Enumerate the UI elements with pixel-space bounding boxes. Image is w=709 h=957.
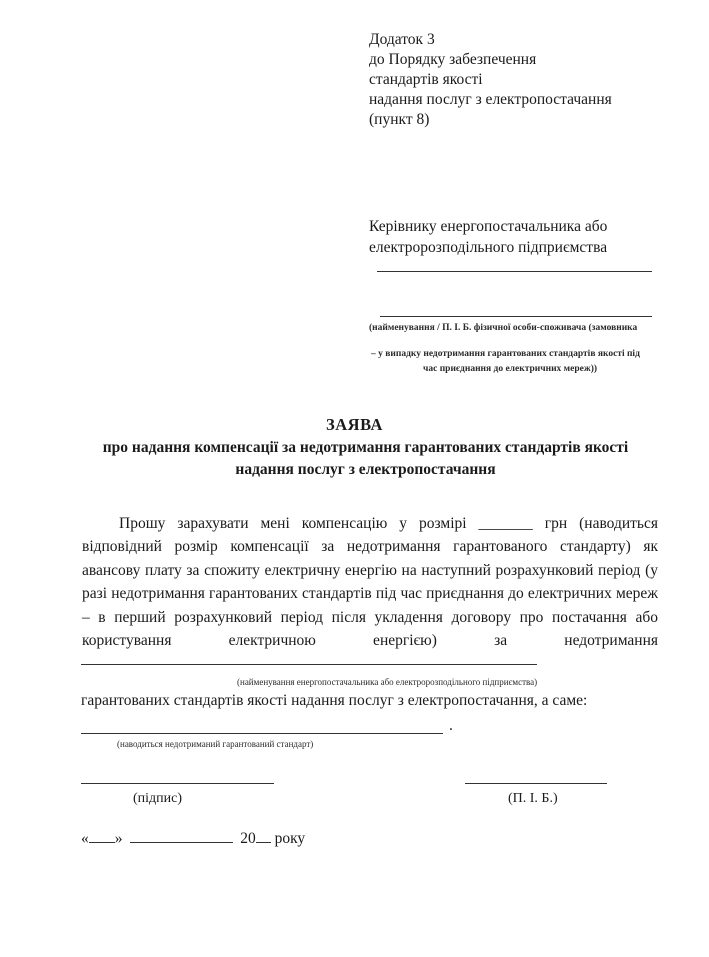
- date-close-quote: »: [114, 830, 123, 847]
- month-blank[interactable]: [130, 828, 233, 843]
- addressee-line-1: Керівнику енергопостачальника або: [369, 218, 608, 235]
- body-paragraph: Прошу зарахувати мені компенсацію у розмірі _______ грн (наводиться відповідний розмір компенсації за недотримання гарантованого стандарту) як авансову плату за спожиту електричну енергію на наступний розрахунковий період (у разі недотримання гарантованих стандартів під час приєднання до електричних мереж – в перший розрахунковий період після укладення договору про постачання або користування електричною енергією) за недотримання: [82, 515, 658, 650]
- addressee-note-line-3: час приєднання до електричних мереж)): [423, 364, 598, 374]
- day-blank[interactable]: [89, 828, 115, 843]
- addressee-block: [369, 216, 607, 258]
- supplier-caption: (найменування енергопостачальника або електророзподільного підприємства): [237, 677, 538, 687]
- date-row: [81, 828, 305, 848]
- title-line-2: надання послуг з електропостачання: [235, 461, 496, 478]
- full-name-label: (П. І. Б.): [508, 791, 558, 806]
- standard-period: .: [449, 717, 453, 734]
- signature-line[interactable]: [81, 783, 274, 784]
- annex-line: надання послуг з електропостачання: [369, 91, 612, 108]
- title-heading: ЗАЯВА: [326, 415, 383, 434]
- annex-line: (пункт 8): [369, 111, 430, 128]
- addressee-note-line-1: (найменування / П. І. Б. фізичної особи-споживача (замовника: [369, 323, 638, 333]
- standard-caption: (наводиться недотриманий гарантований стандарт): [117, 739, 314, 749]
- year-blank[interactable]: [256, 828, 271, 843]
- supplier-name-line[interactable]: [81, 664, 537, 665]
- date-open-quote: «: [81, 830, 89, 847]
- addressee-fill-line-2[interactable]: [380, 316, 652, 317]
- document-title: [0, 413, 709, 481]
- full-name-line[interactable]: [465, 783, 607, 784]
- addressee-note-line-2: – у випадку недотримання гарантованих стандартів якості під: [371, 349, 640, 359]
- annex-line: Додаток 3: [369, 31, 435, 48]
- annex-line: до Порядку забезпечення: [369, 51, 537, 68]
- title-line-1: про надання компенсації за недотримання гарантованих стандартів якості: [102, 439, 629, 456]
- year-word: року: [274, 830, 306, 847]
- body-continuation: гарантованих стандартів якості надання послуг з електропостачання, а саме:: [81, 692, 588, 709]
- annex-line: стандартів якості: [369, 71, 483, 88]
- application-body: [82, 512, 658, 652]
- addressee-fill-line-1[interactable]: [377, 271, 652, 272]
- annex-header: [369, 30, 612, 130]
- signature-label: (підпис): [133, 791, 183, 806]
- addressee-line-2: електророзподільного підприємства: [369, 239, 608, 256]
- standard-fill-line[interactable]: [81, 733, 443, 734]
- year-prefix: 20: [240, 830, 256, 847]
